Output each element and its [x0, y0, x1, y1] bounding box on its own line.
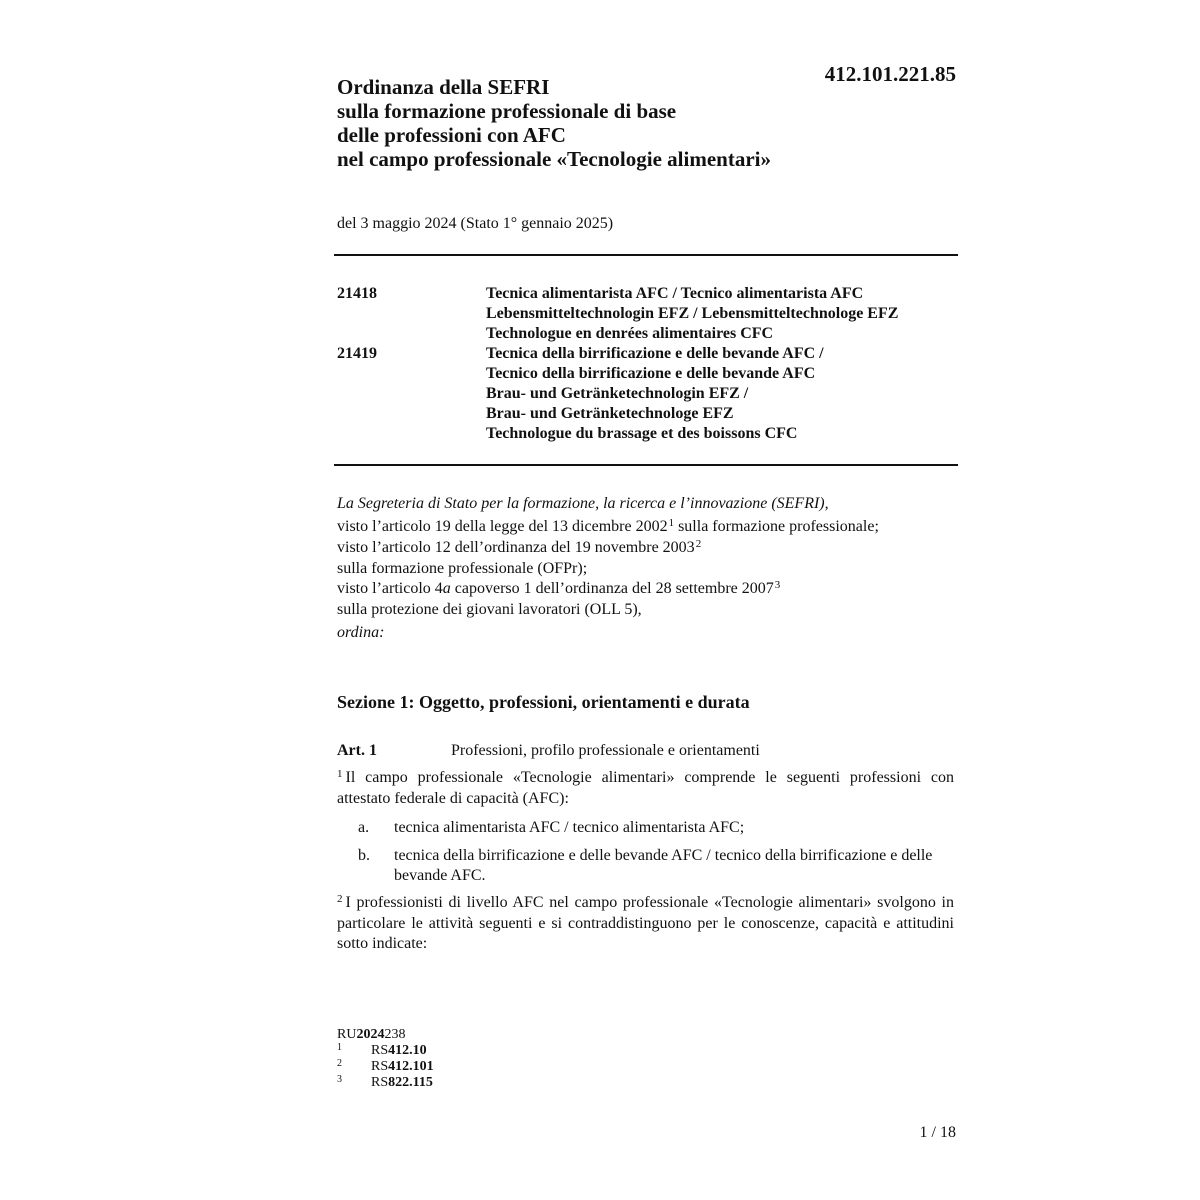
title-line: sulla formazione professionale di base	[337, 99, 677, 123]
profession-row	[337, 284, 957, 344]
profession-names	[486, 284, 898, 344]
footnote-ref[interactable]: 3	[774, 579, 781, 591]
list-text: tecnica alimentarista AFC / tecnico alimentarista AFC;	[394, 819, 745, 836]
profession-name: Tecnico della birrificazione e delle bevande AFC	[486, 365, 816, 382]
footnote-ref[interactable]: 1	[668, 517, 675, 529]
ru-reference: RU 2024 238	[337, 1027, 406, 1042]
profession-code: 21419	[337, 345, 377, 362]
footnotes	[337, 1027, 434, 1091]
preamble-line: visto l’articolo 12 dell’ordinanza del 19 novembre 2003$^2$	[337, 538, 702, 556]
profession-row	[337, 344, 957, 444]
article-heading	[337, 740, 760, 762]
profession-code: 21418	[337, 285, 377, 302]
profession-names	[486, 344, 824, 444]
profession-name: Lebensmitteltechnologin EFZ / Lebensmitteltechnologe EFZ	[486, 305, 899, 322]
footnote-link[interactable]: 822.115	[388, 1075, 433, 1090]
paragraph-1: $^1$ Il campo professionale «Tecnologie alimentari» comprende le seguenti professioni con attestato federale di capacità (AFC):	[337, 768, 954, 807]
profession-name: Brau- und Getränketechnologin EFZ /	[486, 385, 749, 402]
profession-name: Tecnica della birrificazione e delle bevande AFC /	[486, 345, 824, 362]
footnote-marker: 1	[337, 1042, 342, 1053]
footnote-link[interactable]: 412.101	[388, 1059, 434, 1074]
preamble	[337, 494, 957, 643]
paragraph-number: 2	[337, 893, 343, 905]
footnote: 1 RS 412.10	[337, 1042, 427, 1058]
footnote-link[interactable]: 412.10	[388, 1043, 427, 1058]
title-line: nel campo professionale «Tecnologie alimentari»	[337, 147, 771, 171]
date-line: del 3 maggio 2024 (Stato 1° gennaio 2025)	[337, 215, 614, 232]
list-text: tecnica della birrificazione e delle bevande AFC / tecnico della birrificazione e delle bevande AFC.	[394, 847, 933, 884]
page-number: 1 / 18	[919, 1124, 956, 1141]
section-heading: Sezione 1: Oggetto, professioni, orientamenti e durata	[337, 692, 750, 712]
list-item	[358, 818, 954, 838]
preamble-line: sulla protezione dei giovani lavoratori (OLL 5),	[337, 601, 642, 618]
title-line: Ordinanza della SEFRI	[337, 75, 550, 99]
paragraph-number: 1	[337, 768, 343, 780]
list-item	[358, 846, 954, 886]
preamble-line: visto l’articolo 19 della legge del 13 dicembre 2002$^1$ sulla formazione professionale;	[337, 517, 879, 535]
footnote-ref[interactable]: 2	[695, 538, 702, 550]
document-title	[337, 75, 771, 171]
professions-table	[337, 284, 957, 444]
bottom-divider	[334, 464, 958, 466]
paragraph-2: $^2$ I professionisti di livello AFC nel campo professionale «Tecnologie alimentari» svolgono in particolare le attività seguenti e si contraddistinguono per le conoscenze, capacità e attitudini sotto indicate:	[337, 893, 954, 952]
article-title: Professioni, profilo professionale e orientamenti	[451, 742, 760, 759]
list-letter: a.	[358, 819, 370, 836]
footnote-marker: 2	[337, 1058, 342, 1069]
profession-name: Technologue du brassage et des boissons CFC	[486, 425, 798, 442]
top-divider	[334, 254, 958, 256]
preamble-line: visto l’articolo 4a capoverso 1 dell’ordinanza del 28 settembre 2007$^3$	[337, 579, 781, 597]
preamble-line: sulla formazione professionale (OFPr);	[337, 560, 588, 577]
profession-name: Brau- und Getränketechnologe EFZ	[486, 405, 734, 422]
title-line: delle professioni con AFC	[337, 123, 566, 147]
footnote: 3 RS 822.115	[337, 1074, 433, 1090]
issuing-authority: La Segreteria di Stato per la formazione, la ricerca e l’innovazione (SEFRI),	[337, 495, 829, 512]
footnote: 2 RS 412.101	[337, 1058, 434, 1074]
sr-number: 412.101.221.85	[824, 62, 956, 86]
article-number: Art. 1	[337, 742, 377, 759]
profession-name: Tecnica alimentarista AFC / Tecnico alimentarista AFC	[486, 285, 864, 302]
footnote-marker: 3	[337, 1074, 342, 1085]
ordina: ordina:	[337, 624, 385, 641]
profession-name: Technologue en denrées alimentaires CFC	[486, 325, 774, 342]
list-letter: b.	[358, 847, 370, 864]
